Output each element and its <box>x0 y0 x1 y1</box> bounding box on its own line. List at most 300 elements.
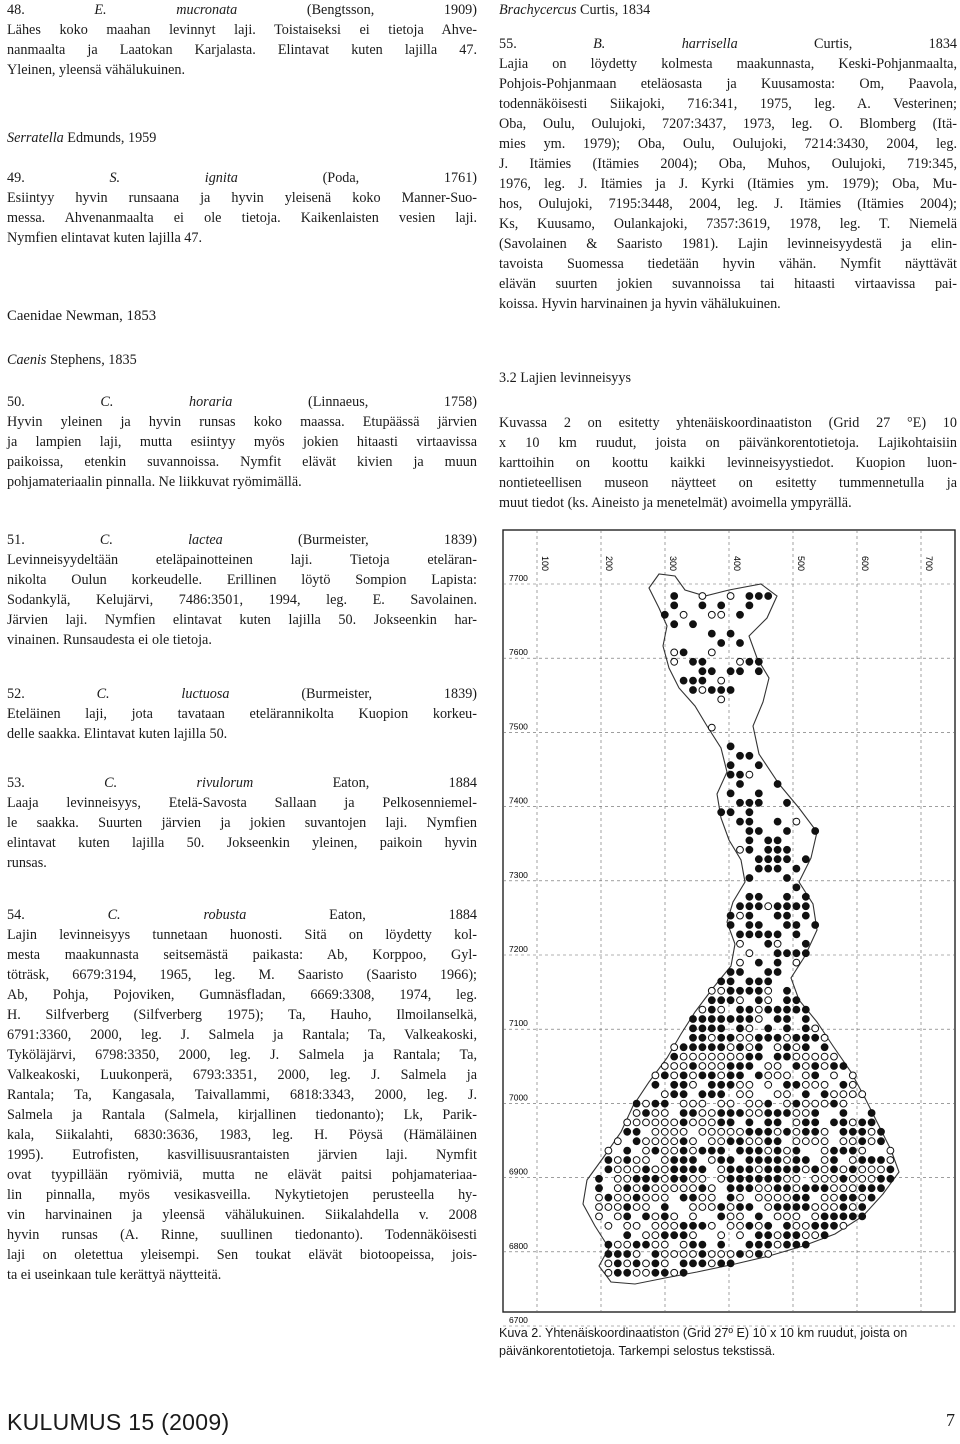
record-dot <box>868 1166 875 1173</box>
text-line <box>7 228 477 248</box>
record-dot <box>680 649 687 656</box>
record-dot <box>802 940 809 947</box>
record-dot <box>680 1251 687 1258</box>
y-tick-label: 7500 <box>509 721 528 732</box>
text-run: Pohjois-Pohjanmaan eteläosasta ja Kuusamosta: Om, Paavola, <box>499 76 957 92</box>
record-dot <box>765 1072 772 1079</box>
record-dot <box>596 1185 603 1192</box>
record-dot <box>699 1100 706 1107</box>
text-line <box>7 1145 477 1165</box>
record-dot <box>802 1241 809 1248</box>
text-line <box>499 34 957 54</box>
record-dot <box>755 903 762 910</box>
record-dot <box>755 1232 762 1239</box>
record-dot <box>755 828 762 835</box>
record-dot <box>633 1241 640 1248</box>
record-dot <box>746 1157 753 1164</box>
record-dot <box>774 1157 781 1164</box>
text-run: 51. <box>7 532 100 548</box>
text-run: Rantala; Ta, Kangasala, Taivallammi, 6818:3343, 2000, leg. J. <box>7 1087 477 1103</box>
record-dot <box>849 1091 856 1098</box>
record-dot <box>746 922 753 929</box>
text-line <box>499 214 957 234</box>
record-dot <box>737 1175 744 1182</box>
record-dot <box>652 1222 659 1229</box>
record-dot <box>614 1241 621 1248</box>
record-dot <box>661 1063 668 1070</box>
record-dot <box>671 621 678 628</box>
text-run: Caenidae Newman, 1853 <box>7 308 157 324</box>
record-dot <box>774 1091 781 1098</box>
record-dot <box>765 1175 772 1182</box>
record-dot <box>680 1147 687 1154</box>
record-dot <box>755 922 762 929</box>
record-dot <box>671 1081 678 1088</box>
record-dot <box>784 1053 791 1060</box>
record-dot <box>774 903 781 910</box>
text-line <box>7 945 477 965</box>
record-dot <box>765 865 772 872</box>
record-dot <box>727 1128 734 1135</box>
record-dot <box>765 1119 772 1126</box>
record-dot <box>671 1091 678 1098</box>
record-dot <box>605 1166 612 1173</box>
record-dot <box>737 771 744 778</box>
record-dot <box>793 1044 800 1051</box>
record-dot <box>671 1166 678 1173</box>
text-run: hos, Oulujoki, 7195:3448, 2004, leg. J. Itämies (Itämies 2004); <box>499 196 957 212</box>
text-run: Laaja levinneisyys, Etelä-Savosta Sallaan ja Pelkosenniemel- <box>7 795 477 811</box>
record-dot <box>784 828 791 835</box>
entry-para-kuva <box>499 413 957 513</box>
record-dot <box>765 846 772 853</box>
record-dot <box>718 1044 725 1051</box>
record-dot <box>812 1138 819 1145</box>
record-dot <box>746 1081 753 1088</box>
record-dot <box>727 1222 734 1229</box>
record-dot <box>661 1147 668 1154</box>
record-dot <box>765 1110 772 1117</box>
text-run: Eteläinen laji, jota tavataan etelärannikolta Kuopion korkeu- <box>7 706 477 722</box>
record-dot <box>849 1081 856 1088</box>
record-dot <box>840 1166 847 1173</box>
record-dot <box>831 1166 838 1173</box>
record-dot <box>708 987 715 994</box>
record-dot <box>849 1138 856 1145</box>
record-dot <box>746 602 753 609</box>
record-dot <box>755 1128 762 1135</box>
record-dot <box>765 1063 772 1070</box>
record-dot <box>793 922 800 929</box>
text-line <box>499 274 957 294</box>
record-dot <box>680 1119 687 1126</box>
record-dot <box>812 1232 819 1239</box>
record-dot <box>737 658 744 665</box>
record-dot <box>793 1222 800 1229</box>
entry-fam-caenidae <box>7 306 477 326</box>
text-line <box>499 254 957 274</box>
taxon-name: E. mucronata <box>94 2 238 18</box>
record-dot <box>774 1128 781 1135</box>
record-dot <box>793 1081 800 1088</box>
record-dot <box>849 1204 856 1211</box>
record-dot <box>661 611 668 618</box>
record-dot <box>765 837 772 844</box>
record-dot <box>737 818 744 825</box>
y-tick-label: 6900 <box>509 1166 528 1177</box>
text-line <box>7 412 477 432</box>
text-run: ovat tyypillään ryömiviä, mutta ne elävät paitsi pohjamateriaa- <box>7 1167 477 1183</box>
record-dot <box>774 1016 781 1023</box>
record-dot <box>774 940 781 947</box>
record-dot <box>765 903 772 910</box>
record-dot <box>661 1072 668 1079</box>
record-dot <box>633 1251 640 1258</box>
text-line <box>499 294 957 314</box>
record-dot <box>784 799 791 806</box>
text-run: Ab, Pohja, Pojoviken, Gumnäsfladan, 6669:3308, 1974, leg. <box>7 987 477 1003</box>
record-dot <box>690 1100 697 1107</box>
record-dot <box>624 1232 631 1239</box>
record-dot <box>680 1194 687 1201</box>
record-dot <box>690 1232 697 1239</box>
record-dot <box>614 1157 621 1164</box>
record-dot <box>661 1119 668 1126</box>
record-dot <box>793 1034 800 1041</box>
x-tick-label: 600 <box>860 556 870 572</box>
record-dot <box>802 1016 809 1023</box>
text-line <box>7 40 477 60</box>
record-dot <box>671 1232 678 1239</box>
record-dot <box>812 1081 819 1088</box>
record-dot <box>755 1044 762 1051</box>
x-tick-label: 200 <box>604 556 614 572</box>
record-dot <box>821 1194 828 1201</box>
record-dot <box>793 1185 800 1192</box>
record-dot <box>887 1157 894 1164</box>
record-dot <box>765 1100 772 1107</box>
record-dot <box>680 1100 687 1107</box>
record-dot <box>727 1175 734 1182</box>
record-dot <box>624 1222 631 1229</box>
record-dot <box>690 1138 697 1145</box>
record-dot <box>755 1222 762 1229</box>
record-dot <box>765 978 772 985</box>
record-dot <box>690 1241 697 1248</box>
text-line <box>7 965 477 985</box>
text-run: Lajin levinneisyys tunnetaan huonosti. Sitä on löydetty kol- <box>7 927 477 943</box>
record-dot <box>671 1044 678 1051</box>
record-dot <box>727 1034 734 1041</box>
text-run: 53. <box>7 775 105 791</box>
record-dot <box>671 1147 678 1154</box>
record-dot <box>737 1110 744 1117</box>
entry-e55 <box>499 34 957 314</box>
record-dot <box>708 1110 715 1117</box>
record-dot <box>690 1204 697 1211</box>
record-dot <box>737 1128 744 1135</box>
text-run: nikolta Oulun korkeudelle. Erillinen löytö Sompion Lapista: <box>7 572 477 588</box>
record-dot <box>765 987 772 994</box>
record-dot <box>727 1110 734 1117</box>
journal-footer: KULUMUS 15 (2009) <box>7 1409 230 1435</box>
record-dot <box>643 1204 650 1211</box>
record-dot <box>633 1157 640 1164</box>
text-line <box>7 704 477 724</box>
record-dot <box>708 1081 715 1088</box>
record-dot <box>784 1204 791 1211</box>
record-dot <box>831 1194 838 1201</box>
entry-e52 <box>7 684 477 744</box>
record-dot <box>708 1157 715 1164</box>
record-dot <box>718 1016 725 1023</box>
text-run: Eaton, 1884 <box>246 907 478 923</box>
text-run: 3.2 Lajien levinneisyys <box>499 370 631 386</box>
taxon-name: Brachycercus <box>499 2 577 18</box>
record-dot <box>727 1138 734 1145</box>
record-dot <box>737 1034 744 1041</box>
record-dot <box>840 1194 847 1201</box>
record-dot <box>643 1232 650 1239</box>
text-run: pohjamateriaalin pinnalla. Ne liikkuvat ryömimällä. <box>7 474 302 490</box>
record-dot <box>690 1053 697 1060</box>
record-dot <box>774 1034 781 1041</box>
record-dot <box>849 1072 856 1079</box>
record-dot <box>746 1138 753 1145</box>
text-run: Hyvin yleinen ja hyvin runsas koko maassa. Etupäässä järvien <box>7 414 477 430</box>
record-dot <box>774 969 781 976</box>
record-dot <box>718 1119 725 1126</box>
record-dot <box>802 1166 809 1173</box>
text-run: nanmaalta ja Laatokan Karjalasta. Elintavat kuten lajilla 47. <box>7 42 477 58</box>
record-dot <box>727 1081 734 1088</box>
record-dot <box>680 1091 687 1098</box>
text-line <box>499 154 957 174</box>
record-dot <box>802 903 809 910</box>
record-dot <box>727 743 734 750</box>
record-dot <box>746 1185 753 1192</box>
text-line <box>499 134 957 154</box>
record-dot <box>755 1175 762 1182</box>
record-dot <box>680 611 687 618</box>
record-dot <box>690 1147 697 1154</box>
record-dot <box>614 1269 621 1276</box>
record-dot <box>774 856 781 863</box>
record-dot <box>765 1081 772 1088</box>
record-dot <box>737 1053 744 1060</box>
record-dot <box>755 865 762 872</box>
record-dot <box>774 1006 781 1013</box>
record-dot <box>633 1119 640 1126</box>
record-dot <box>737 987 744 994</box>
record-dot <box>793 931 800 938</box>
record-dot <box>793 1232 800 1239</box>
record-dot <box>633 1222 640 1229</box>
record-dot <box>661 1166 668 1173</box>
record-dot <box>727 1204 734 1211</box>
text-run: (Burmeister, 1839) <box>222 532 477 548</box>
record-dot <box>699 687 706 694</box>
record-dot <box>831 1204 838 1211</box>
record-dot <box>878 1175 885 1182</box>
record-dot <box>690 687 697 694</box>
text-run: 52. <box>7 686 97 702</box>
record-dot <box>671 602 678 609</box>
record-dot <box>727 1251 734 1258</box>
record-dot <box>652 1241 659 1248</box>
record-dot <box>859 1138 866 1145</box>
text-run: ta ei useinkaan tule kerättyä näytteitä. <box>7 1267 222 1283</box>
record-dot <box>746 931 753 938</box>
record-dot <box>680 1185 687 1192</box>
record-dot <box>718 1025 725 1032</box>
record-dot <box>596 1175 603 1182</box>
record-dot <box>699 1166 706 1173</box>
record-dot <box>718 1063 725 1070</box>
record-dot <box>868 1157 875 1164</box>
finland-grid-map <box>499 526 959 1325</box>
record-dot <box>812 1166 819 1173</box>
record-dot <box>727 912 734 919</box>
record-dot <box>699 1241 706 1248</box>
record-dot <box>840 1175 847 1182</box>
record-dot <box>774 865 781 872</box>
record-dot <box>737 799 744 806</box>
record-dot <box>643 1185 650 1192</box>
record-dot <box>765 1241 772 1248</box>
record-dot <box>690 1157 697 1164</box>
record-dot <box>633 1175 640 1182</box>
record-dot <box>727 1194 734 1201</box>
record-dot <box>831 1213 838 1220</box>
record-dot <box>718 602 725 609</box>
record-dot <box>671 1222 678 1229</box>
record-dot <box>699 1091 706 1098</box>
text-run: todennäköisesti Siikajoki, 716:341, 1975, leg. A. Vesterinen; <box>499 96 957 112</box>
record-dot <box>755 1138 762 1145</box>
text-line <box>7 985 477 1005</box>
record-dot <box>718 1166 725 1173</box>
record-dot <box>661 1260 668 1267</box>
record-dot <box>793 1175 800 1182</box>
record-dot <box>755 668 762 675</box>
record-dot <box>859 1091 866 1098</box>
record-dot <box>755 1166 762 1173</box>
record-dot <box>746 1241 753 1248</box>
record-dot <box>793 1166 800 1173</box>
text-run: Kuvassa 2 on esitetty yhtenäiskoordinaatiston (Grid 27 °E) 10 <box>499 415 957 431</box>
record-dot <box>718 611 725 618</box>
record-dot <box>802 1006 809 1013</box>
record-dot <box>727 1053 734 1060</box>
record-dot <box>680 1260 687 1267</box>
record-dot <box>671 1185 678 1192</box>
record-dot <box>624 1241 631 1248</box>
taxon-name: Caenis <box>7 352 47 368</box>
record-dot <box>802 1100 809 1107</box>
record-dot <box>821 1213 828 1220</box>
record-dot <box>746 1025 753 1032</box>
record-dot <box>840 1213 847 1220</box>
record-dot <box>690 1072 697 1079</box>
text-line <box>7 813 477 833</box>
y-tick-label: 6800 <box>509 1240 528 1251</box>
record-dot <box>849 1213 856 1220</box>
record-dot <box>643 1138 650 1145</box>
record-dot <box>671 1072 678 1079</box>
record-dot <box>614 1260 621 1267</box>
record-dot <box>737 969 744 976</box>
record-dot <box>821 1091 828 1098</box>
record-dot <box>765 593 772 600</box>
taxon-name: C. luctuosa <box>96 686 230 702</box>
record-dot <box>699 1260 706 1267</box>
record-dot <box>821 1175 828 1182</box>
text-line <box>499 453 957 473</box>
record-dot <box>699 1025 706 1032</box>
record-dot <box>690 1166 697 1173</box>
text-line <box>7 773 477 793</box>
record-dot <box>755 762 762 769</box>
record-dot <box>821 1147 828 1154</box>
record-dot <box>680 1222 687 1229</box>
record-dot <box>840 1081 847 1088</box>
record-dot <box>671 649 678 656</box>
record-dot <box>765 931 772 938</box>
text-line <box>7 1105 477 1125</box>
record-dot <box>746 1034 753 1041</box>
text-line <box>7 20 477 40</box>
record-dot <box>727 1016 734 1023</box>
record-dot <box>652 1110 659 1117</box>
record-dot <box>812 922 819 929</box>
text-line <box>7 590 477 610</box>
text-run: Edmunds, 1959 <box>63 130 157 146</box>
record-dot <box>718 640 725 647</box>
record-dot <box>812 1072 819 1079</box>
record-dot <box>671 1138 678 1145</box>
record-dot <box>755 893 762 900</box>
record-dot <box>755 1147 762 1154</box>
record-dot <box>859 1194 866 1201</box>
record-dot <box>643 1213 650 1220</box>
y-tick-label: 7300 <box>509 869 528 880</box>
record-dot <box>708 1044 715 1051</box>
record-dot <box>737 781 744 788</box>
record-dot <box>708 1006 715 1013</box>
text-run: Eaton, 1884 <box>253 775 478 791</box>
record-dot <box>746 809 753 816</box>
record-dot <box>878 1128 885 1135</box>
record-dot <box>793 903 800 910</box>
record-dot <box>784 1157 791 1164</box>
record-dot <box>802 1044 809 1051</box>
record-dot <box>812 1204 819 1211</box>
entry-gen-serratella <box>7 128 477 148</box>
text-run: töträsk, 6679:3194, 1965, leg. M. Saaristo (Saaristo 1966); <box>7 967 477 983</box>
record-dot <box>746 1222 753 1229</box>
record-dot <box>643 1175 650 1182</box>
record-dot <box>774 818 781 825</box>
record-dot <box>633 1110 640 1117</box>
record-dot <box>596 1194 603 1201</box>
record-dot <box>765 1251 772 1258</box>
record-dot <box>643 1110 650 1117</box>
record-dot <box>737 912 744 919</box>
entry-e48 <box>7 0 477 80</box>
record-dot <box>784 1175 791 1182</box>
record-dot <box>718 1251 725 1258</box>
